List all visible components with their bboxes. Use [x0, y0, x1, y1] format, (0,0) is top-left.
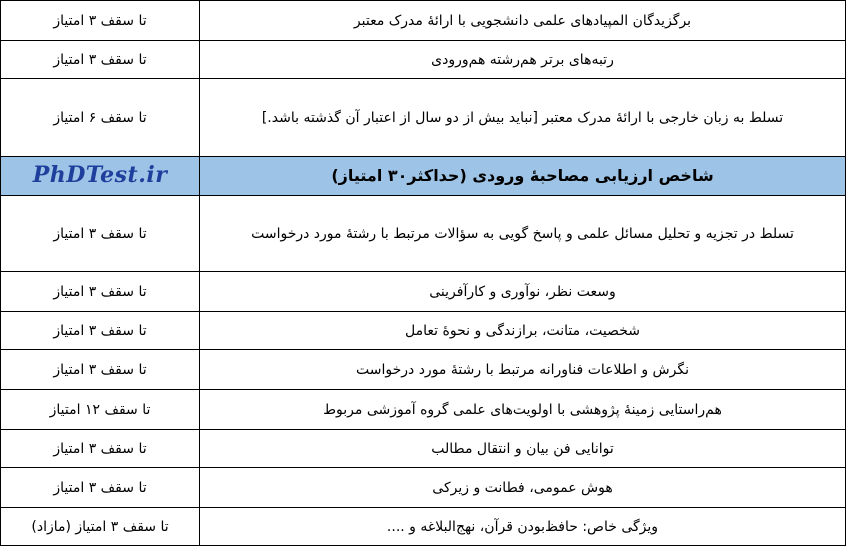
criterion-score: تا سقف ۱۲ امتیاز	[1, 390, 200, 430]
criterion-description: وسعت نظر، نوآوری و کارآفرینی	[200, 272, 846, 312]
table-row	[1, 468, 846, 508]
criterion-description: برگزیدگان المپیادهای علمی دانشجویی با ارائهٔ مدرک معتبر	[200, 1, 846, 41]
table-row	[1, 312, 846, 350]
criterion-score: تا سقف ۳ امتیاز	[1, 430, 200, 468]
criterion-score: تا سقف ۳ امتیاز	[1, 196, 200, 272]
table-row	[1, 79, 846, 157]
criterion-description: شخصیت، متانت، برازندگی و نحوهٔ تعامل	[200, 312, 846, 350]
criterion-score: تا سقف ۳ امتیاز (مازاد)	[1, 508, 200, 546]
table-row	[1, 390, 846, 430]
table-row	[1, 1, 846, 41]
criterion-score: تا سقف ۳ امتیاز	[1, 272, 200, 312]
criterion-description: تسلط به زبان خارجی با ارائهٔ مدرک معتبر [نباید بیش از دو سال از اعتبار آن گذشته باشد.]	[200, 79, 846, 157]
table-row	[1, 272, 846, 312]
criterion-description: ویژگی خاص: حافظ‌بودن قرآن، نهج‌البلاغه و ....	[200, 508, 846, 546]
criterion-description: رتبه‌های برتر هم‌رشته هم‌ورودی	[200, 41, 846, 79]
criterion-score: تا سقف ۶ امتیاز	[1, 79, 200, 157]
table-row	[1, 196, 846, 272]
brand-watermark: PhDTest.ir	[32, 161, 168, 188]
criterion-score: تا سقف ۳ امتیاز	[1, 41, 200, 79]
criterion-description: هم‌راستایی زمینهٔ پژوهشی با اولویت‌های علمی گروه آموزشی مربوط	[200, 390, 846, 430]
table-row	[1, 41, 846, 79]
criterion-description: نگرش و اطلاعات فناورانه مرتبط با رشتهٔ مورد درخواست	[200, 350, 846, 390]
section-header-row	[1, 157, 846, 196]
section-title-cell	[200, 157, 846, 196]
criterion-description: هوش عمومی، فطانت و زیرکی	[200, 468, 846, 508]
section-title: شاخص ارزیابی مصاحبهٔ ورودی (حداکثر۳۰ امتیاز)	[331, 165, 714, 185]
table-row	[1, 430, 846, 468]
table-row	[1, 350, 846, 390]
table-row	[1, 508, 846, 546]
criterion-score: تا سقف ۳ امتیاز	[1, 350, 200, 390]
criterion-description: توانایی فن بیان و انتقال مطالب	[200, 430, 846, 468]
criterion-description: تسلط در تجزیه و تحلیل مسائل علمی و پاسخ گویی به سؤالات مرتبط با رشتهٔ مورد درخواست	[200, 196, 846, 272]
criterion-score: تا سقف ۳ امتیاز	[1, 1, 200, 41]
criterion-score: تا سقف ۳ امتیاز	[1, 468, 200, 508]
brand-cell	[1, 157, 200, 196]
criterion-score: تا سقف ۳ امتیاز	[1, 312, 200, 350]
